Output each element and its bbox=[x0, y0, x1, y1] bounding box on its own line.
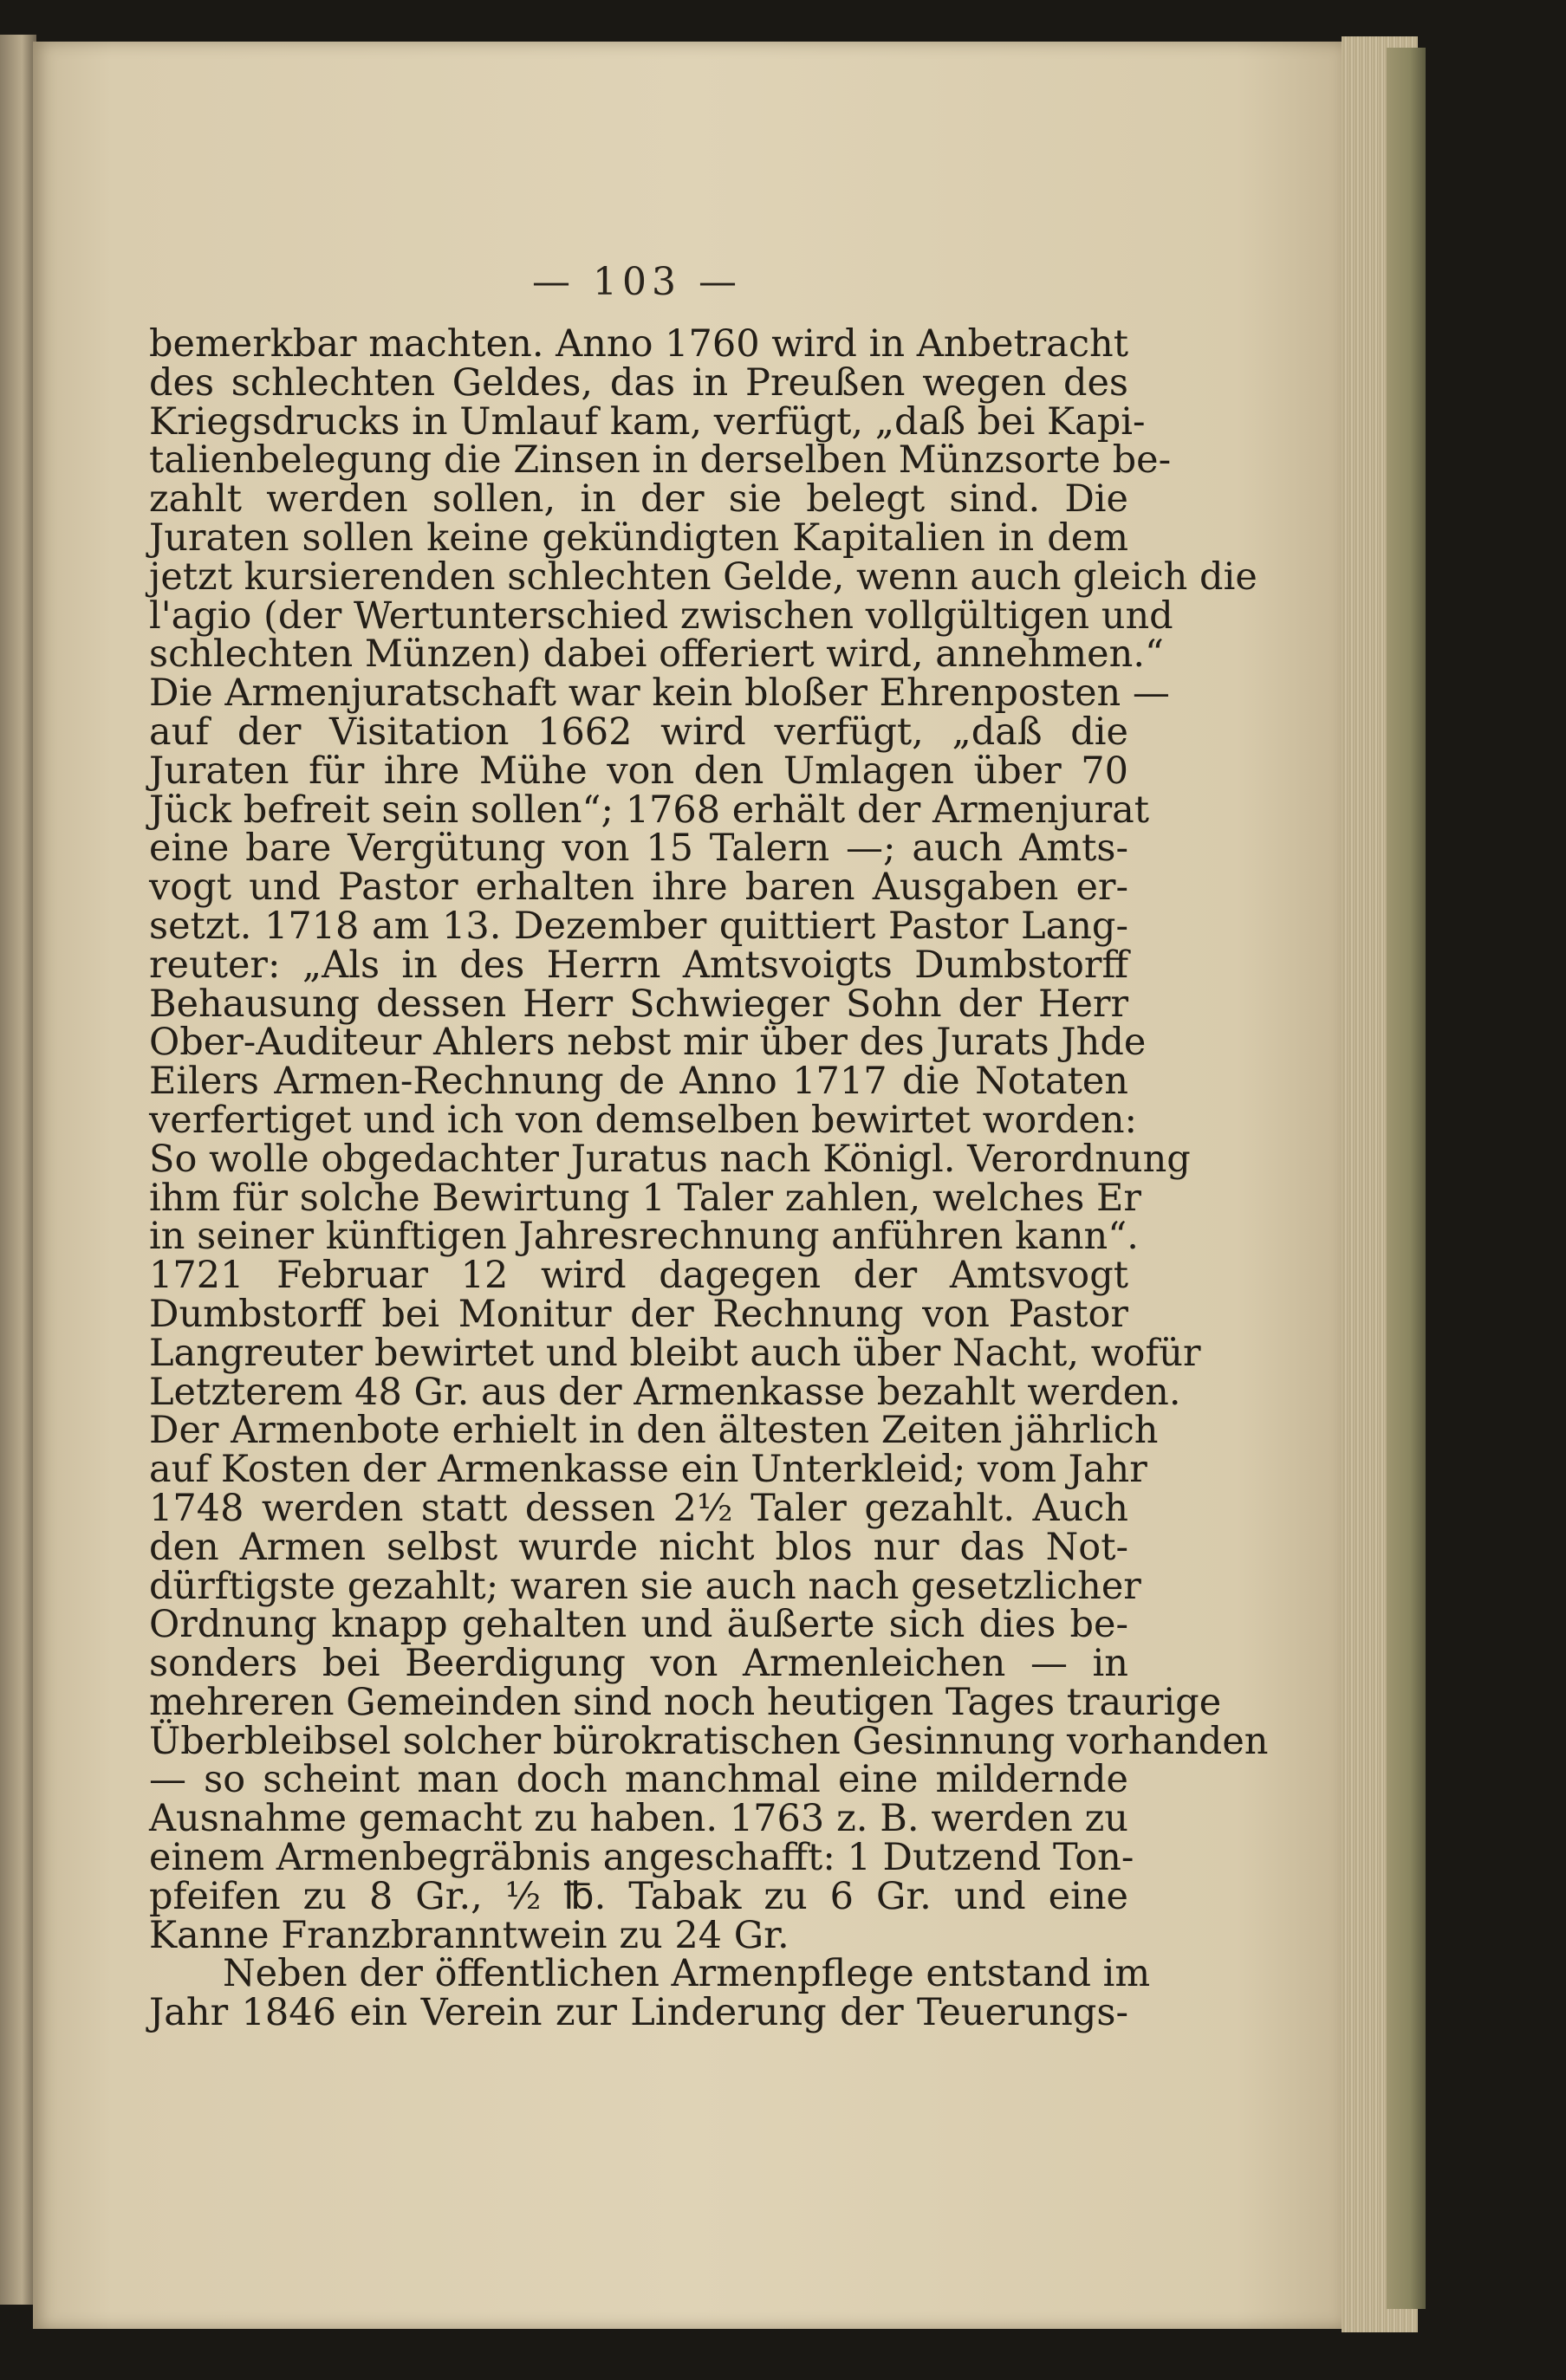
text-line: — so scheint man doch manchmal eine mildernde bbox=[149, 1758, 1128, 1802]
text-line: ihm für solche Bewirtung 1 Taler zahlen, welches Er bbox=[149, 1176, 1141, 1220]
text-line: So wolle obgedachter Juratus nach Königl. Verordnung bbox=[149, 1137, 1191, 1181]
text-line: zahlt werden sollen, in der sie belegt sind. Die bbox=[149, 477, 1128, 522]
text-line: Langreuter bewirtet und bleibt auch über Nacht, wofür bbox=[149, 1331, 1201, 1375]
page-edge-tab bbox=[1387, 48, 1426, 2309]
text-line: Juraten für ihre Mühe von den Umlagen über 70 bbox=[149, 749, 1128, 793]
text-line: 1748 werden statt dessen 2½ Taler gezahlt. Auch bbox=[149, 1486, 1128, 1530]
text-line: den Armen selbst wurde nicht blos nur das Not- bbox=[149, 1525, 1128, 1569]
text-line: auf der Visitation 1662 wird verfügt, „daß die bbox=[149, 710, 1128, 754]
text-line: Letzterem 48 Gr. aus der Armenkasse bezahlt werden. bbox=[149, 1370, 1181, 1414]
text-line: Ober-Auditeur Ahlers nebst mir über des Jurats Jhde bbox=[149, 1021, 1147, 1065]
text-line: Juraten sollen keine gekündigten Kapitalien in dem bbox=[149, 516, 1128, 560]
text-line: vogt und Pastor erhalten ihre baren Ausgaben er- bbox=[149, 866, 1128, 910]
text-line: Der Armenbote erhielt in den ältesten Zeiten jährlich bbox=[149, 1409, 1159, 1453]
text-line: Ausnahme gemacht zu haben. 1763 z. B. werden zu bbox=[149, 1797, 1128, 1841]
text-line: mehreren Gemeinden sind noch heutigen Tages traurige bbox=[149, 1680, 1222, 1724]
text-line: Überbleibsel solcher bürokratischen Gesinnung vorhanden bbox=[149, 1719, 1269, 1763]
text-line: Kanne Franzbranntwein zu 24 Gr. bbox=[149, 1913, 789, 1957]
body-text bbox=[149, 322, 1269, 2035]
text-line: eine bare Vergütung von 15 Talern —; auch Amts- bbox=[149, 827, 1128, 871]
text-line: des schlechten Geldes, das in Preußen wegen des bbox=[149, 360, 1128, 405]
text-line: Neben der öffentlichen Armenpflege entstand im bbox=[223, 1952, 1151, 1996]
text-line: in seiner künftigen Jahresrechnung anführen kann“. bbox=[149, 1215, 1139, 1259]
text-line: einem Armenbegräbnis angeschafft: 1 Dutzend Ton- bbox=[149, 1836, 1134, 1880]
text-line: 1721 Februar 12 wird dagegen der Amtsvogt bbox=[149, 1254, 1128, 1298]
text-line: sonders bei Beerdigung von Armenleichen — in bbox=[149, 1642, 1128, 1686]
text-line: Eilers Armen-Rechnung de Anno 1717 die Notaten bbox=[149, 1060, 1128, 1104]
text-line: jetzt kursierenden schlechten Gelde, wenn auch gleich die bbox=[149, 554, 1257, 599]
text-line: Ordnung knapp gehalten und äußerte sich dies be- bbox=[149, 1603, 1128, 1647]
text-line: reuter: „Als in des Herrn Amtsvoigts Dumbstorff bbox=[149, 943, 1128, 987]
page-number-header: — 103 — bbox=[532, 260, 742, 304]
text-line: talienbelegung die Zinsen in derselben Münzsorte be- bbox=[149, 438, 1172, 483]
text-line: Jahr 1846 ein Verein zur Linderung der Teuerungs- bbox=[149, 1991, 1128, 2035]
text-line: pfeifen zu 8 Gr., ½ ℔. Tabak zu 6 Gr. und eine bbox=[149, 1874, 1128, 1918]
text-line: Jück befreit sein sollen“; 1768 erhält der Armenjurat bbox=[149, 788, 1150, 832]
left-page-edge bbox=[0, 35, 36, 2305]
text-line: verfertiget und ich von demselben bewirtet worden: bbox=[149, 1098, 1138, 1142]
text-line: Kriegsdrucks in Umlauf kam, verfügt, „daß bei Kapi- bbox=[149, 399, 1146, 444]
text-line: auf Kosten der Armenkasse ein Unterkleid; vom Jahr bbox=[149, 1448, 1147, 1492]
text-line: bemerkbar machten. Anno 1760 wird in Anbetracht bbox=[149, 322, 1128, 366]
text-line: dürftigste gezahlt; waren sie auch nach gesetzlicher bbox=[149, 1564, 1141, 1608]
text-line: setzt. 1718 am 13. Dezember quittiert Pastor Lang- bbox=[149, 904, 1128, 948]
text-line: l'agio (der Wertunterschied zwischen vollgültigen und bbox=[149, 593, 1173, 638]
text-line: Die Armenjuratschaft war kein bloßer Ehrenposten — bbox=[149, 671, 1170, 716]
text-line: Behausung dessen Herr Schwieger Sohn der Herr bbox=[149, 982, 1128, 1026]
text-line: schlechten Münzen) dabei offeriert wird, annehmen.“ bbox=[149, 632, 1164, 677]
text-line: Dumbstorff bei Monitur der Rechnung von Pastor bbox=[149, 1292, 1128, 1336]
